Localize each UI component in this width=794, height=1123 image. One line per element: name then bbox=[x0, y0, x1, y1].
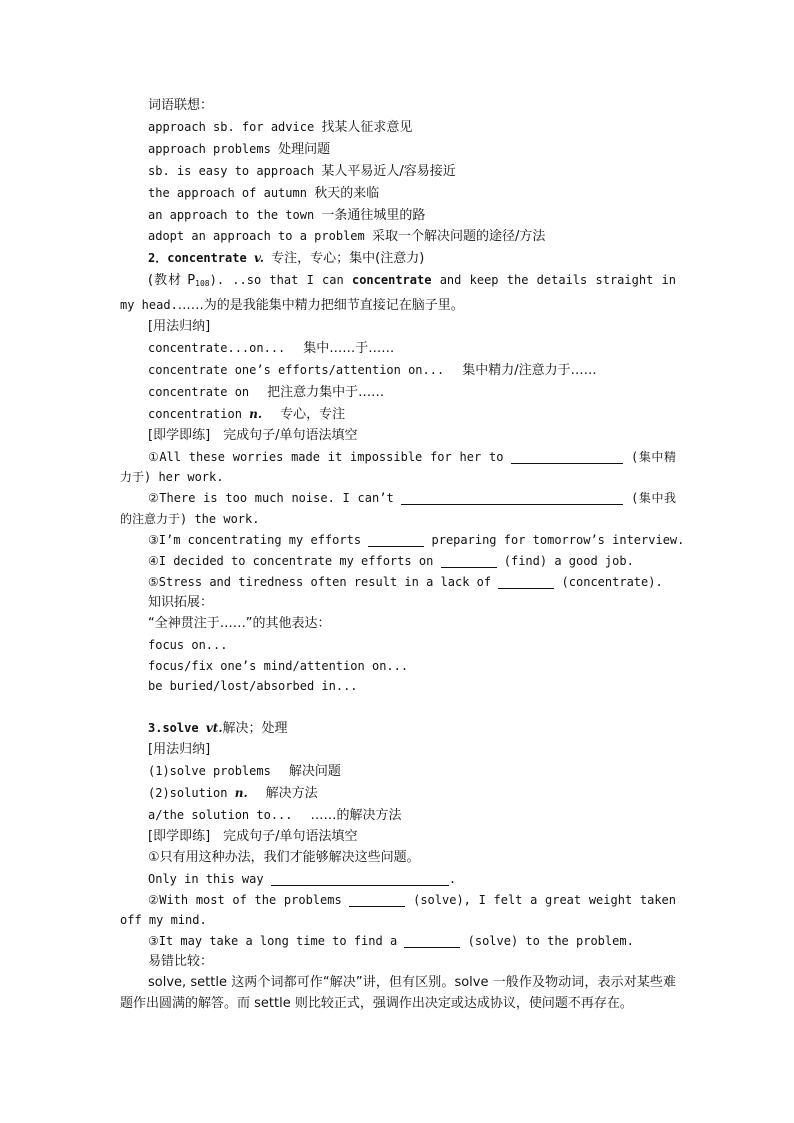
comparison-heading: 易错比较： bbox=[148, 954, 214, 970]
comparison-text: solve, settle 这两个词都可作“解决”讲，但有区别。solve 一般作及物动词，表示对某些难题作出圆满的解答。而 settle 则比较正式，强调作出决定或达成协议，使问题不再存在。 bbox=[120, 975, 676, 1012]
usage-heading: [用法归纳] bbox=[148, 319, 211, 335]
usage-heading: [用法归纳] bbox=[148, 742, 211, 758]
extension-item: focus/fix one’s mind/attention on... bbox=[148, 658, 409, 673]
usage-item: (2)solution n. 解决方法 bbox=[148, 785, 318, 801]
answer-blank[interactable] bbox=[441, 554, 497, 568]
practice-item: ⑤Stress and tiredness often result in a lack of (concentrate). bbox=[148, 574, 663, 589]
association-item: approach sb. for advice 找某人征求意见 bbox=[148, 119, 413, 135]
answer-blank[interactable] bbox=[271, 872, 449, 886]
practice-item: Only in this way . bbox=[148, 871, 457, 886]
practice-prompt: ①只有用这种办法，我们才能够解决这些问题。 bbox=[148, 849, 420, 865]
practice-heading: [即学即练] 完成句子/单句语法填空 bbox=[148, 828, 358, 844]
practice-item: ④I decided to concentrate my efforts on (find) a good job. bbox=[148, 554, 634, 569]
association-item: sb. is easy to approach 某人平易近人/容易接近 bbox=[148, 163, 456, 179]
answer-blank[interactable] bbox=[349, 893, 405, 907]
extension-item: focus on... bbox=[148, 637, 228, 652]
association-item: an approach to the town 一条通往城里的路 bbox=[148, 207, 426, 223]
blank-line bbox=[120, 697, 676, 718]
practice-item: ③I’m concentrating my efforts preparing for tomorrow’s interview. bbox=[148, 533, 685, 548]
association-item: adopt an approach to a problem 采取一个解决问题的途径/方法 bbox=[148, 229, 546, 245]
answer-blank[interactable] bbox=[401, 491, 623, 505]
practice-item: ③It may take a long time to find a (solve) to the problem. bbox=[148, 934, 634, 949]
usage-item: concentration n. 专心，专注 bbox=[148, 406, 346, 422]
entry-heading-solve: 3.solve vt.解决；处理 bbox=[148, 721, 288, 737]
textbook-example: (教材 $P_{108}$). ..so that I can concentrate and keep the details straight in my head.……为的是我能集中精力把细节直接记在脑子里。 bbox=[120, 273, 676, 314]
usage-item: concentrate...on... 集中……于…… bbox=[148, 340, 395, 356]
answer-blank[interactable] bbox=[368, 533, 424, 547]
usage-item: (1)solve problems 解决问题 bbox=[148, 764, 341, 780]
practice-item: ②With most of the problems (solve), I felt a great weight taken off my mind. bbox=[120, 892, 676, 928]
association-heading: 词语联想： bbox=[148, 98, 214, 113]
usage-item: concentrate one’s efforts/attention on... 集中精力/注意力于…… bbox=[148, 362, 597, 378]
answer-blank[interactable] bbox=[511, 450, 623, 464]
answer-blank[interactable] bbox=[404, 934, 460, 948]
usage-item: a/the solution to... ……的解决方法 bbox=[148, 807, 402, 823]
practice-item: ①All these worries made it impossible for her to (集中精力于) her work. bbox=[120, 449, 677, 485]
extension-intro: “全神贯注于……”的其他表达： bbox=[148, 615, 331, 631]
association-item: the approach of autumn 秋天的来临 bbox=[148, 185, 380, 201]
answer-blank[interactable] bbox=[498, 575, 554, 589]
practice-heading: [即学即练] 完成句子/单句语法填空 bbox=[148, 427, 358, 443]
association-item: approach problems 处理问题 bbox=[148, 141, 331, 157]
practice-item: ②There is too much noise. I can’t (集中我的注意力于) the work. bbox=[120, 491, 676, 527]
extension-heading: 知识拓展： bbox=[148, 594, 214, 610]
document-page bbox=[120, 96, 685, 1015]
usage-item: concentrate on 把注意力集中于…… bbox=[148, 384, 385, 400]
entry-heading-concentrate: 2．concentrate v. 专注，专心；集中(注意力) bbox=[148, 251, 425, 267]
extension-item: be buried/lost/absorbed in... bbox=[148, 679, 358, 694]
